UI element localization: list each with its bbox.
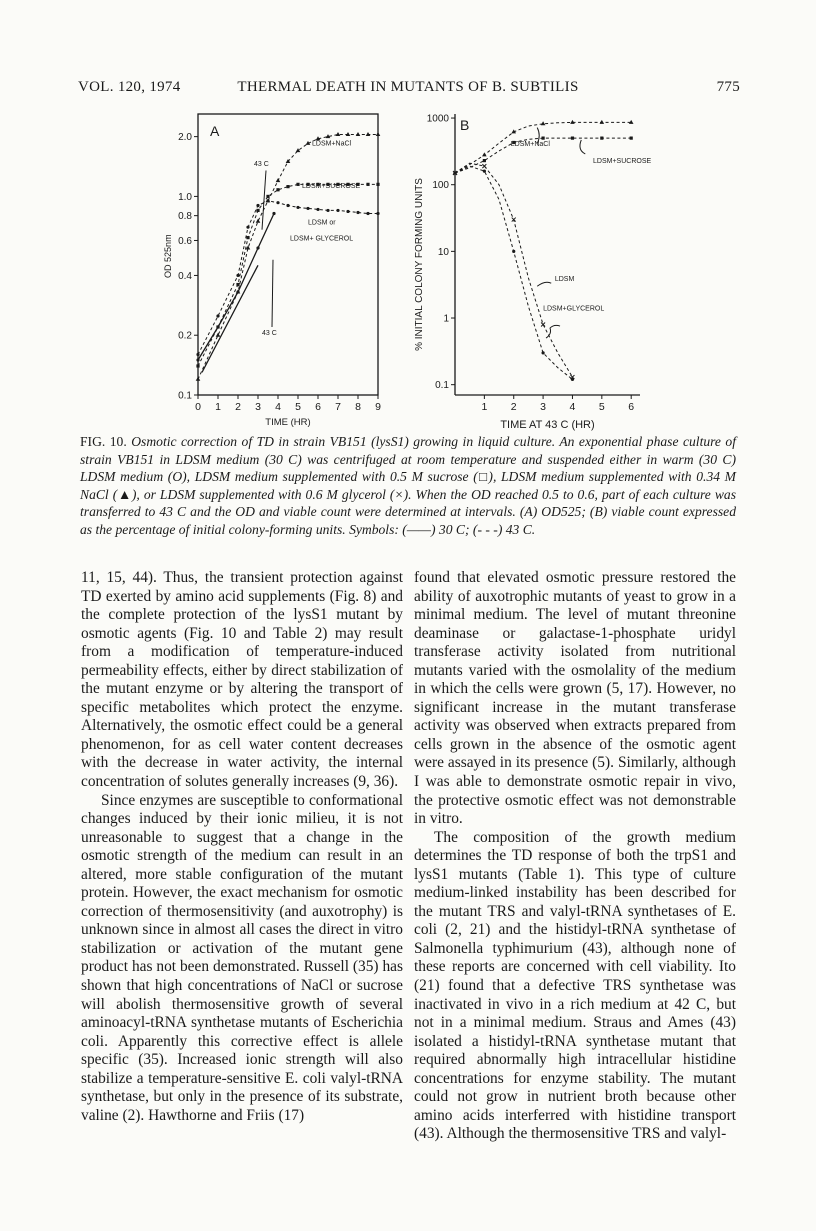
data-point — [482, 152, 487, 156]
y-tick-label: 0.8 — [178, 211, 192, 223]
data-point — [541, 137, 544, 140]
data-point — [236, 290, 239, 293]
x-tick-label: 2 — [510, 401, 517, 413]
annotation-43c-lower: 43 C — [262, 330, 277, 338]
data-point — [346, 132, 351, 136]
x-tick-label: 4 — [275, 401, 281, 413]
series-line — [198, 184, 378, 366]
data-point — [512, 250, 515, 253]
data-point — [630, 137, 633, 140]
data-point — [276, 188, 279, 191]
series-line — [198, 214, 274, 361]
annotation-leader — [580, 140, 585, 154]
x-tick-label: 2 — [235, 401, 241, 413]
data-point — [366, 183, 369, 186]
data-point — [600, 137, 603, 140]
x-tick-label: 1 — [215, 401, 221, 413]
body-column-right — [414, 569, 736, 1144]
panel-b-label: B — [460, 117, 470, 133]
data-point — [216, 314, 219, 317]
series-line-30c — [202, 265, 258, 372]
panel-a-label: A — [210, 123, 220, 139]
data-point — [196, 358, 199, 361]
y-tick-label: 0.1 — [178, 390, 192, 402]
paragraph: found that elevated osmotic pressure restored the ability of auxotrophic mutants of yeast to grow in a minimal medium. The level of mutant threonine deaminase or galactase-1-phosphate uridyl transferase activity isolated from nutritional mutants varied with the osmolality of the medium in which the cells were grown (5, 17). However, no significant increase in the mutant transferase activity was observed when extracts prepared from cells grown in the absence of the osmotic agent were assayed in its presence (5). Similarly, although I was able to demonstrate osmotic repair in vivo, the protective osmotic effect was not demonstrable in vitro. — [414, 569, 736, 828]
figure-caption-label: FIG. 10. — [80, 434, 127, 449]
data-point — [236, 283, 239, 286]
x-tick-label: 0 — [195, 401, 201, 413]
data-point — [366, 132, 371, 136]
x-tick-label: 9 — [375, 401, 381, 413]
x-tick-label: 4 — [569, 401, 576, 413]
x-tick-label: 3 — [540, 401, 547, 413]
y-axis-label: OD 525nm — [163, 234, 173, 278]
data-point — [541, 351, 544, 354]
y-tick-label: 0.4 — [178, 270, 192, 282]
data-point — [376, 212, 379, 215]
annotation-sucrose: LDSM+SUCROSE — [302, 183, 361, 191]
data-point — [276, 178, 281, 182]
data-point — [541, 322, 545, 326]
data-point — [216, 333, 221, 337]
annotation-glycerol: LDSM+ GLYCEROL — [290, 235, 354, 243]
data-point — [256, 246, 259, 249]
y-tick-label: 100 — [432, 180, 449, 192]
series-line — [455, 166, 573, 379]
data-point — [541, 121, 546, 125]
data-point — [376, 132, 381, 136]
data-point — [266, 195, 269, 198]
data-point — [196, 353, 199, 356]
y-tick-label: 0.1 — [435, 380, 449, 392]
data-point — [272, 212, 275, 215]
data-point — [356, 132, 361, 136]
y-tick-label: 1.0 — [178, 191, 192, 203]
x-tick-label: 7 — [335, 401, 341, 413]
data-point — [256, 204, 259, 207]
data-point — [306, 207, 309, 210]
figure-caption-text: Osmotic correction of TD in strain VB151 (lysS1) growing in liquid culture. An exponential phase culture of strain VB151 in LDSM medium (30 C) was centrifuged at room temperature and suspended either in warm (30 C) LDSM medium (O), LDSM medium supplemented with 0.5 M sucrose (□), LDSM medium supplemented with 0.34 M NaCl (▲), or LDSM supplemented with 0.6 M glycerol (×). When the OD reached 0.5 to 0.6, part of each culture was transferred to 43 C and the OD and viable count were determined at intervals. (A) OD525; (B) viable count expressed as the percentage of initial colony-forming units. Symbols: (——) 30 C; (- - -) 43 C. — [80, 434, 736, 537]
data-point — [376, 183, 379, 186]
data-point — [482, 164, 486, 168]
data-point — [196, 364, 199, 367]
series-line — [455, 163, 573, 377]
x-tick-label: 8 — [355, 401, 361, 413]
annotation-sucrose: LDSM+SUCROSE — [593, 158, 652, 166]
paragraph: Since enzymes are susceptible to conformational changes induced by their ionic milieu, it is not unreasonable to suggest that a change in the osmotic strength of the medium can result in an altered, more stable configuration of the mutant protein. However, the exact mechanism for osmotic correction of thermosensitivity (and auxotrophy) is unknown since in almost all cases the direct in vitro stabilization or activation of the mutant gene product has not been demonstrated. Russell (35) has shown that high concentrations of NaCl or sucrose will abolish thermosensitive growth of several aminoacyl-tRNA synthetase mutants of Escherichia coli. Apparently this corrective effect is allele specific (35). Increased ionic strength will also stabilize a temperature-sensitive E. coli valyl-tRNA synthetase, but only in the presence of its substrate, valine (2). Hawthorne and Friis (17) — [81, 791, 403, 1124]
series-line — [198, 135, 378, 380]
annotation-43c-upper: 43 C — [254, 161, 269, 169]
y-tick-label: 0.2 — [178, 330, 192, 342]
figure-10 — [150, 108, 670, 435]
x-tick-label: 3 — [255, 401, 261, 413]
y-tick-label: 2.0 — [178, 132, 192, 144]
series-line — [198, 201, 378, 355]
data-point — [336, 209, 339, 212]
annotation-ldsm: LDSM — [554, 275, 575, 283]
y-tick-label: 1000 — [426, 113, 449, 125]
x-axis-label: TIME AT 43 C (HR) — [500, 419, 595, 431]
x-tick-label: 1 — [481, 401, 488, 413]
x-tick-label: 5 — [598, 401, 605, 413]
annotation-nacl: LDSM+NaCl — [510, 141, 550, 149]
data-point — [366, 212, 369, 215]
page-number: 775 — [716, 79, 740, 95]
annotation-leader — [537, 282, 551, 286]
running-header-title: THERMAL DEATH IN MUTANTS OF B. SUBTILIS — [237, 79, 579, 95]
data-point — [276, 201, 279, 204]
annotation-nacl: LDSM+NaCl — [312, 140, 352, 148]
annotation-ldsm-or: LDSM or — [308, 219, 336, 227]
panel-a — [163, 114, 381, 428]
shift-arrow — [272, 260, 273, 327]
y-tick-label: 0.6 — [178, 235, 192, 247]
data-point — [316, 208, 319, 211]
x-tick-label: 6 — [628, 401, 635, 413]
running-header-volume: VOL. 120, 1974 — [78, 79, 181, 95]
shift-arrow — [262, 171, 266, 230]
data-point — [336, 132, 341, 136]
x-tick-label: 6 — [315, 401, 321, 413]
y-tick-label: 10 — [437, 246, 449, 258]
data-point — [196, 377, 201, 381]
figure-caption — [80, 433, 736, 538]
data-point — [296, 148, 301, 152]
data-point — [571, 137, 574, 140]
y-tick-label: 1 — [443, 313, 449, 325]
body-column-left — [81, 569, 403, 1125]
annotation-leader — [546, 325, 560, 338]
data-point — [326, 209, 329, 212]
data-point — [483, 159, 486, 162]
data-point — [346, 210, 349, 213]
panel-a-frame — [198, 114, 378, 395]
x-axis-label: TIME (HR) — [265, 417, 311, 428]
data-point — [246, 236, 249, 239]
paragraph: The composition of the growth medium determines the TD response of both the trpS1 and lysS1 mutants (Table 1). This type of culture medium-linked instability has been described for the mutant TRS and valyl-tRNA synthetases of E. coli (2, 21) and the histidyl-tRNA synthetase of Salmonella typhimurium (43), although none of these reports are concerned with cell viability. Ito (21) found that a defective TRS synthetase was inactivated in vivo in a rich medium at 42 C, but not in a minimal medium. Straus and Ames (43) isolated a histidyl-tRNA synthetase mutant that required abnormally high intracellular histidine concentrations for enzyme stability. The mutant could not grow in nutrient broth because other amino acids interferred with histidine transport (43). Although the thermosensitive TRS and valyl- — [414, 828, 736, 1143]
data-point — [286, 204, 289, 207]
data-point — [236, 274, 239, 277]
data-point — [483, 169, 486, 172]
data-point — [356, 211, 359, 214]
data-point — [216, 325, 219, 328]
y-axis-label: % INITIAL COLONY FORMING UNITS — [414, 178, 425, 351]
data-point — [266, 199, 269, 202]
data-point — [256, 209, 259, 212]
data-point — [286, 185, 289, 188]
data-point — [246, 226, 249, 229]
annotation-glycerol: LDSM+GLYCEROL — [543, 305, 605, 313]
data-point — [296, 206, 299, 209]
x-tick-label: 5 — [295, 401, 301, 413]
data-point — [296, 183, 299, 186]
paragraph: 11, 15, 44). Thus, the transient protection against TD exerted by amino acid supplements (Fig. 8) and the complete protection of the lysS1 mutant by osmotic agents (Fig. 10 and Table 2) may result from a modification of temperature-induced permeability effects, either by direct stabilization of the mutant enzyme or by altering the transport of specific metabolites which protect the enzyme. Alternatively, the osmotic effect could be a general phenomenon, for as cell water content decreases with the decrease in water activity, the internal concentration of solutes generally increases (9, 36). — [81, 569, 403, 791]
panel-b — [414, 114, 652, 431]
data-point — [256, 219, 261, 223]
